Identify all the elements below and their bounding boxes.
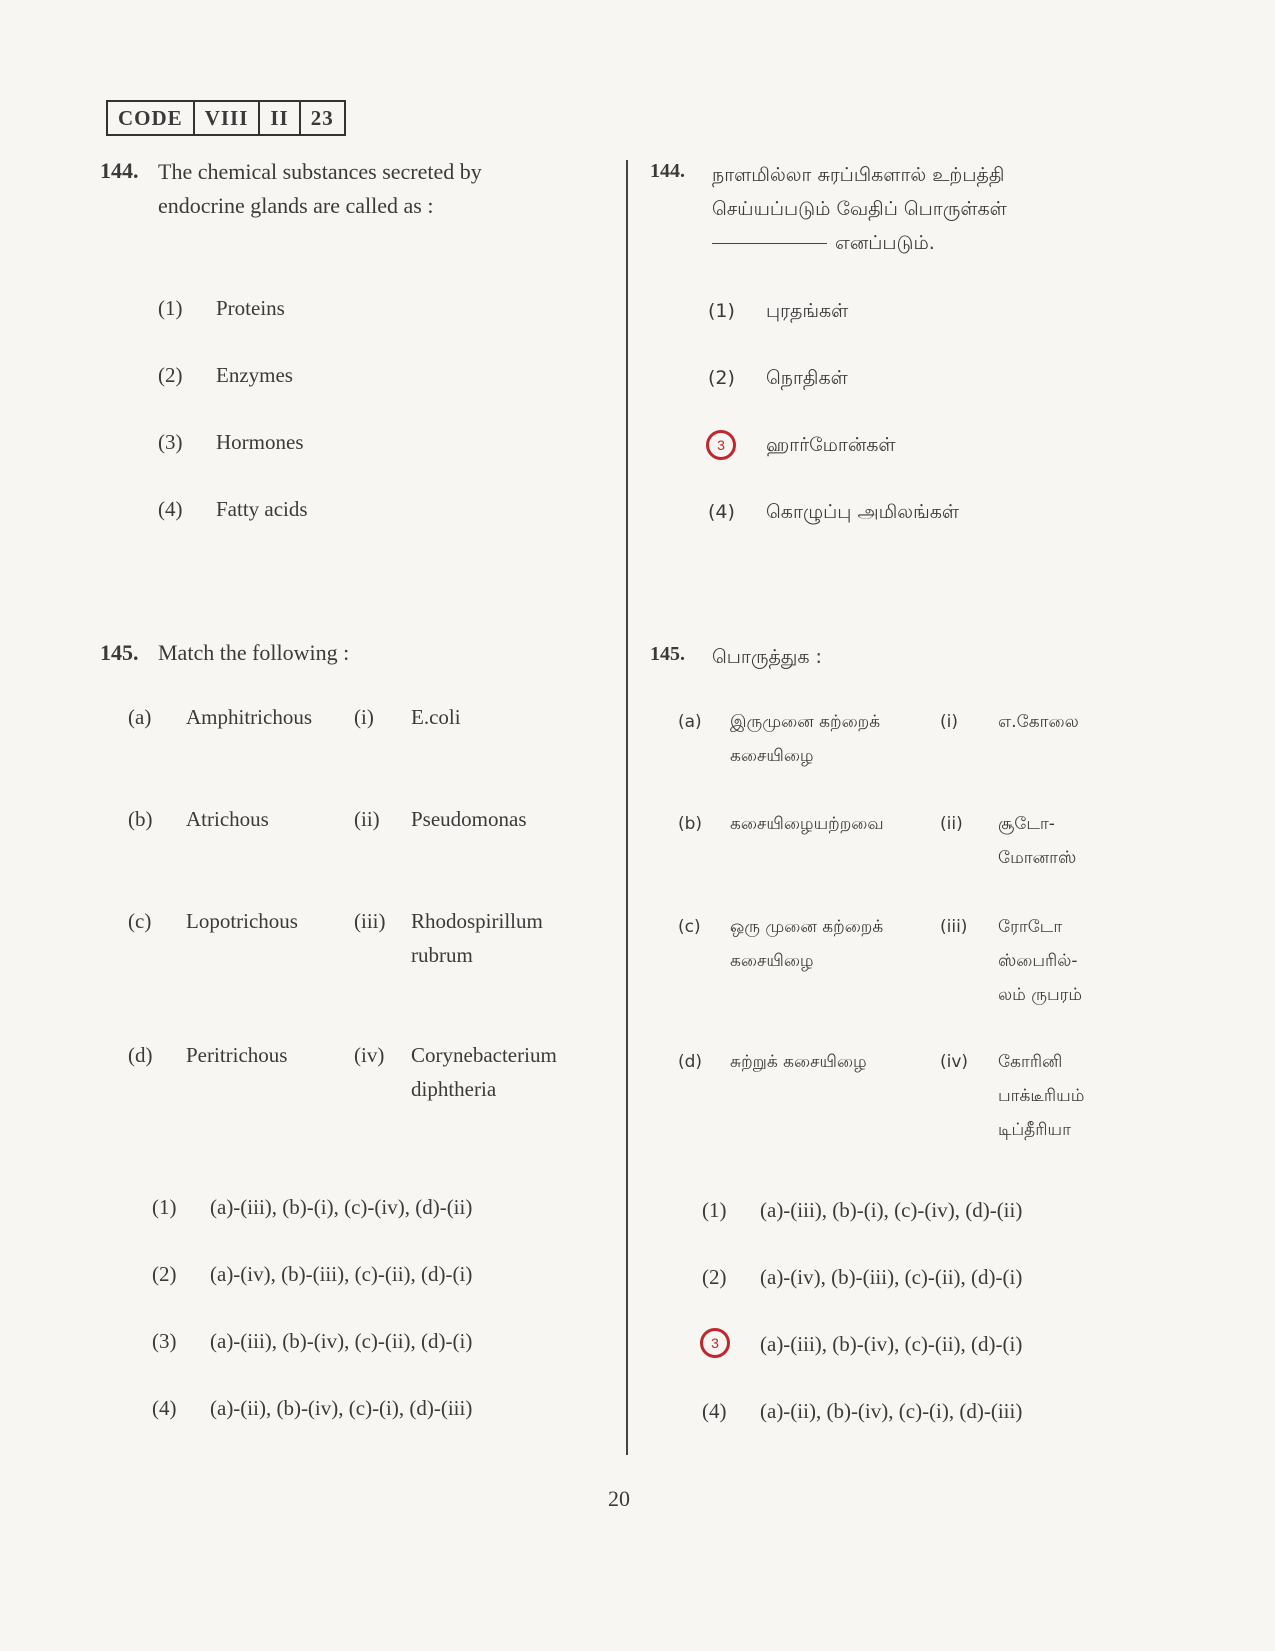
row-label: (d) (128, 1043, 153, 1067)
column-a-item: கசையிழையற்றவை (730, 814, 884, 834)
question-line: endocrine glands are called as : (158, 193, 434, 218)
column-b-item: எ.கோலை (998, 712, 1079, 732)
option-text: Hormones (216, 430, 304, 454)
question-line: The chemical substances secreted by (158, 159, 482, 184)
option-2 (152, 1262, 472, 1287)
row-label: (b) (128, 807, 153, 831)
question-number: 144. (100, 158, 139, 183)
roman-label: (i) (940, 712, 958, 732)
column-a-item: இருமுனை கற்றைக் (730, 712, 881, 732)
column-a-item: Atrichous (186, 807, 269, 831)
option-4 (158, 497, 308, 522)
option-text: (a)-(ii), (b)-(iv), (c)-(i), (d)-(iii) (210, 1396, 473, 1420)
column-b-item: Pseudomonas (411, 807, 527, 831)
option-number: (4) (708, 501, 735, 523)
column-b-item-cont: லம் ருபரம் (998, 985, 1083, 1005)
option-number: (2) (152, 1262, 177, 1286)
option-number: (3) (158, 430, 183, 454)
marked-answer-circle: 3 (706, 430, 736, 460)
option-text: கொழுப்பு அமிலங்கள் (766, 501, 960, 523)
option-text: புரதங்கள் (766, 300, 849, 322)
column-a-item: ஒரு முனை கற்றைக் (730, 917, 884, 937)
option-2 (158, 363, 293, 388)
option-text: (a)-(iv), (b)-(iii), (c)-(ii), (d)-(i) (760, 1265, 1023, 1289)
column-b-item: ரோடோ (998, 917, 1063, 937)
option-3 (158, 430, 304, 455)
question-line-text: எனப்படும். (835, 232, 935, 254)
column-a-item: Amphitrichous (186, 705, 312, 729)
option-number: (3) (152, 1329, 177, 1353)
match-row (128, 1038, 608, 1108)
option-number: (1) (152, 1195, 177, 1219)
question-text (712, 158, 1172, 260)
column-a-item: Lopotrichous (186, 909, 298, 933)
option-3 (702, 1332, 1022, 1357)
code-box (106, 100, 346, 136)
column-b-item-cont: ஸ்பைரில்- (998, 951, 1078, 971)
code-part-1: VIII (195, 102, 261, 134)
option-1 (152, 1195, 472, 1220)
question-number: 145. (650, 643, 685, 665)
option-text: Proteins (216, 296, 285, 320)
option-text: (a)-(iii), (b)-(i), (c)-(iv), (d)-(ii) (760, 1198, 1023, 1222)
question-number: 144. (650, 160, 685, 182)
option-2 (702, 1265, 1022, 1290)
column-b-item: Rhodospirillum (411, 909, 543, 933)
roman-label: (iii) (940, 917, 968, 937)
option-4 (702, 1399, 1022, 1424)
row-label: (b) (678, 814, 703, 834)
match-row (678, 1045, 1178, 1155)
option-4 (152, 1396, 472, 1421)
row-label: (c) (678, 917, 701, 937)
match-row (678, 807, 1178, 877)
option-3 (152, 1329, 472, 1354)
question-line: செய்யப்படும் வேதிப் பொருள்கள் (712, 198, 1007, 220)
column-b-item: சூடோ- (998, 814, 1055, 834)
option-1 (702, 1198, 1022, 1223)
row-label: (d) (678, 1052, 703, 1072)
question-line (712, 226, 1172, 260)
option-1 (708, 300, 848, 325)
option-number: (1) (708, 300, 735, 322)
marked-answer-circle: 3 (700, 1328, 730, 1358)
option-text: (a)-(iii), (b)-(iv), (c)-(ii), (d)-(i) (760, 1332, 1023, 1356)
question-text: Match the following : (158, 640, 350, 665)
question-text (158, 155, 608, 223)
column-a-item: Peritrichous (186, 1043, 288, 1067)
roman-label: (i) (354, 705, 374, 729)
column-divider (626, 160, 628, 1455)
option-text: நொதிகள் (766, 367, 848, 389)
column-a-item-cont: கசையிழை (730, 746, 814, 766)
question-line: நாளமில்லா சுரப்பிகளால் உற்பத்தி (712, 164, 1005, 186)
match-row (678, 910, 1178, 1020)
column-b-item-cont: rubrum (411, 943, 473, 967)
roman-label: (iv) (354, 1043, 385, 1067)
question-number: 145. (100, 640, 139, 665)
option-text: (a)-(iv), (b)-(iii), (c)-(ii), (d)-(i) (210, 1262, 473, 1286)
match-row (128, 802, 608, 872)
option-text: (a)-(iii), (b)-(i), (c)-(iv), (d)-(ii) (210, 1195, 473, 1219)
option-number: (2) (708, 367, 735, 389)
option-text: (a)-(ii), (b)-(iv), (c)-(i), (d)-(iii) (760, 1399, 1023, 1423)
option-1 (158, 296, 285, 321)
column-b-item: கோரினி (998, 1052, 1063, 1072)
option-3 (708, 434, 896, 459)
option-number: (4) (702, 1399, 727, 1423)
code-label: CODE (108, 102, 195, 134)
column-a-item: சுற்றுக் கசையிழை (730, 1052, 867, 1072)
option-text: (a)-(iii), (b)-(iv), (c)-(ii), (d)-(i) (210, 1329, 473, 1353)
match-row (128, 700, 608, 770)
option-number: (2) (702, 1265, 727, 1289)
option-number: (1) (158, 296, 183, 320)
option-number: (2) (158, 363, 183, 387)
code-part-3: 23 (310, 106, 334, 130)
column-b-item-cont: டிப்தீரியா (998, 1120, 1071, 1140)
option-2 (708, 367, 848, 392)
question-text: பொருத்துக : (712, 646, 822, 668)
option-text: Enzymes (216, 363, 293, 387)
page-number: 20 (608, 1486, 630, 1511)
row-label: (a) (678, 712, 702, 732)
row-label: (c) (128, 909, 152, 933)
roman-label: (iv) (940, 1052, 969, 1072)
roman-label: (iii) (354, 909, 386, 933)
option-number: (1) (702, 1198, 727, 1222)
roman-label: (ii) (940, 814, 963, 834)
column-b-item-cont: diphtheria (411, 1077, 497, 1101)
match-row (678, 705, 1178, 775)
option-4 (708, 501, 959, 526)
match-row (128, 904, 608, 974)
column-a-item-cont: கசையிழை (730, 951, 814, 971)
answer-blank (712, 243, 827, 244)
option-text: ஹார்மோன்கள் (766, 434, 896, 456)
column-b-item: E.coli (411, 705, 461, 729)
option-number: (4) (158, 497, 183, 521)
code-part-2: II (260, 102, 300, 134)
row-label: (a) (128, 705, 152, 729)
column-b-item-cont: பாக்டீரியம் (998, 1086, 1085, 1106)
option-text: Fatty acids (216, 497, 308, 521)
option-number: (4) (152, 1396, 177, 1420)
roman-label: (ii) (354, 807, 380, 831)
column-b-item: Corynebacterium (411, 1043, 557, 1067)
column-b-item-cont: மோனாஸ் (998, 848, 1077, 868)
